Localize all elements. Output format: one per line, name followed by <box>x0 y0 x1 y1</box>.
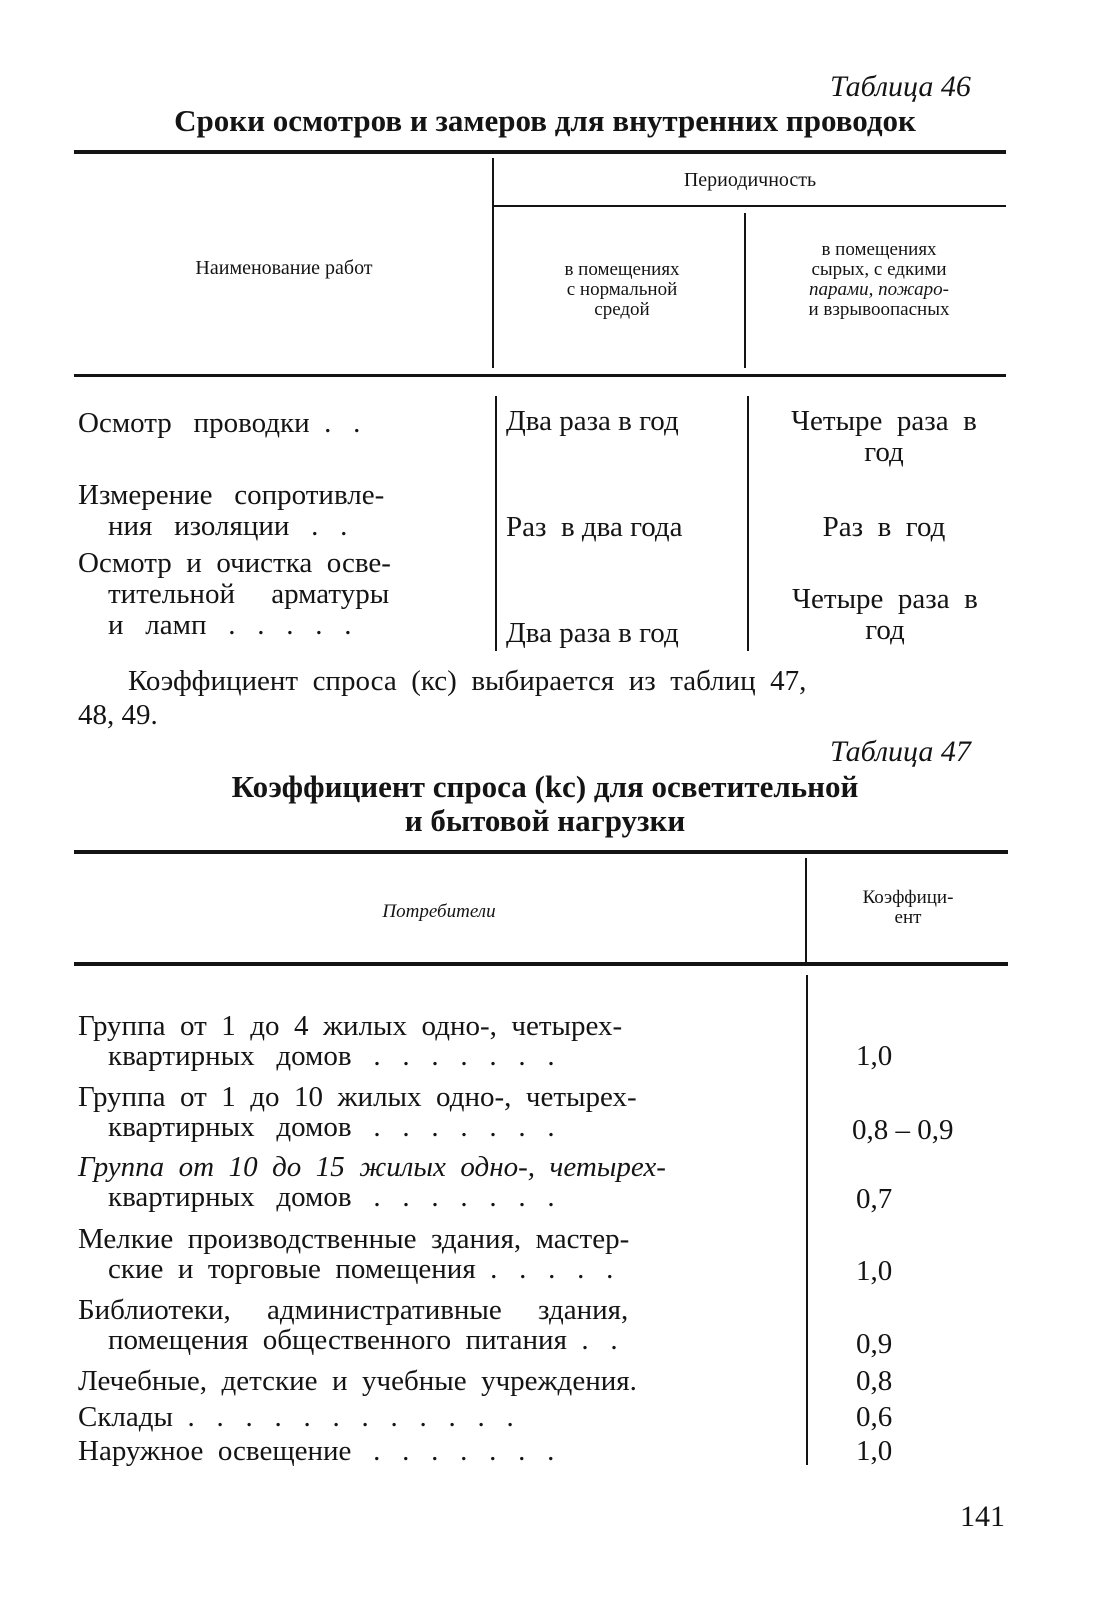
row1-damp-1: Четыре раза в <box>791 405 977 437</box>
row1-damp <box>760 406 1008 468</box>
t47-row1-line1: Группа от 1 до 4 жилых одно-, четырех- <box>78 1010 623 1042</box>
row2-name <box>78 480 384 542</box>
table47-title-2: и бытовой нагрузки <box>404 803 686 838</box>
header-subrule <box>494 205 1006 207</box>
t47-row3-line1: Группа от 10 до 15 жилых одно-, четырех- <box>78 1151 666 1183</box>
t47-row2-text <box>78 1082 637 1142</box>
row1-normal: Два раза в год <box>506 405 679 437</box>
header-normal <box>498 260 746 320</box>
header-normal-1: в помещениях <box>564 259 680 280</box>
t47-row5-line1: Библиотеки, административные здания, <box>78 1294 629 1326</box>
t47-row2-line2: квартирных домов . . . . . . . <box>108 1111 555 1143</box>
row2-damp: Раз в год <box>822 511 946 543</box>
t47-row3-value: 0,7 <box>856 1183 893 1215</box>
t47-row6-text: Лечебные, детские и учебные учреждения. <box>78 1365 637 1397</box>
t47-row4-text <box>78 1224 629 1284</box>
t47-row1-value: 1,0 <box>856 1040 893 1072</box>
t47-row4-value: 1,0 <box>856 1255 893 1287</box>
t47-row8-value: 1,0 <box>856 1435 893 1467</box>
row3-damp-2: год <box>865 614 905 646</box>
table47-title-1: Коэффициент спроса (kс) для осветительной <box>231 769 859 804</box>
t47-row3-line2: квартирных домов . . . . . . . <box>108 1181 555 1213</box>
row3-normal: Два раза в год <box>506 617 679 649</box>
table46-title: Сроки осмотров и замеров для внутренних проводок <box>174 103 916 138</box>
t47-row6-value: 0,8 <box>856 1365 893 1397</box>
header-damp <box>750 240 1008 320</box>
header-damp-3: парами, пожаро- <box>809 279 949 300</box>
row3-name-1: Осмотр и очистка осве- <box>78 547 391 579</box>
t47-row1-line2: квартирных домов . . . . . . . <box>108 1040 555 1072</box>
table46-vline-2 <box>744 213 746 368</box>
t47-row5-value: 0,9 <box>856 1328 893 1360</box>
row3-damp <box>760 584 1010 646</box>
page-number: 141 <box>960 1500 1005 1533</box>
table46-body-vline-2 <box>747 396 749 651</box>
t47-row7-text: Склады . . . . . . . . . . . . <box>78 1401 514 1433</box>
t47-row5-text <box>78 1295 628 1355</box>
t47-row4-line1: Мелкие производственные здания, мастер- <box>78 1223 630 1255</box>
header-damp-1: в помещениях <box>821 239 937 260</box>
table46-body-vline-1 <box>495 396 497 651</box>
table47-top-rule <box>74 850 1008 854</box>
t47-row5-line2: помещения общественного питания . . <box>108 1324 618 1356</box>
t47-row3-text <box>78 1152 666 1212</box>
row3-damp-1: Четыре раза в <box>792 583 978 615</box>
t47-row2-line1: Группа от 1 до 10 жилых одно-, четырех- <box>78 1081 637 1113</box>
row2-name-1: Измерение сопротивле- <box>78 479 385 511</box>
row1-damp-2: год <box>864 436 904 468</box>
row2-normal: Раз в два года <box>506 511 683 543</box>
header-coef-2: ент <box>894 907 922 928</box>
paragraph-line-1: Коэффициент спроса (кс) выбирается из таблиц 47, <box>128 665 807 697</box>
header-coef-1: Коэффици- <box>862 887 954 908</box>
table47-title <box>80 770 1010 838</box>
t47-row2-value: 0,8 – 0,9 <box>852 1114 954 1146</box>
paragraph-line-2: 48, 49. <box>78 699 158 731</box>
header-works: Наименование работ <box>195 257 373 279</box>
table47-body-vline <box>806 975 808 1465</box>
header-damp-2: сырых, с едкими <box>811 259 947 280</box>
header-coefficient <box>808 888 1008 928</box>
table46-header-rule <box>74 374 1006 377</box>
header-normal-3: средой <box>594 299 650 320</box>
t47-row4-line2: ские и торговые помещения . . . . . <box>108 1253 614 1285</box>
header-consumers: Потребители <box>382 901 496 922</box>
row1-name: Осмотр проводки . . <box>78 407 361 439</box>
header-periodicity: Периодичность <box>683 169 817 191</box>
table46-caption: Таблица 46 <box>830 70 971 103</box>
table47-header-vline <box>805 858 807 962</box>
table46-top-rule <box>74 150 1006 154</box>
table47-header-rule <box>74 962 1008 966</box>
row3-name <box>78 548 391 641</box>
header-damp-4: и взрывоопасных <box>808 299 950 320</box>
t47-row8-text: Наружное освещение . . . . . . . <box>78 1435 555 1467</box>
header-normal-2: с нормальной <box>566 279 678 300</box>
row3-name-2: тительной арматуры <box>108 578 390 610</box>
t47-row1-text <box>78 1011 622 1071</box>
table46-vline-1 <box>492 158 494 368</box>
row3-name-3: и ламп . . . . . <box>108 609 352 641</box>
row2-name-2: ния изоляции . . <box>108 510 348 542</box>
t47-row7-value: 0,6 <box>856 1401 893 1433</box>
table47-caption: Таблица 47 <box>830 735 971 768</box>
